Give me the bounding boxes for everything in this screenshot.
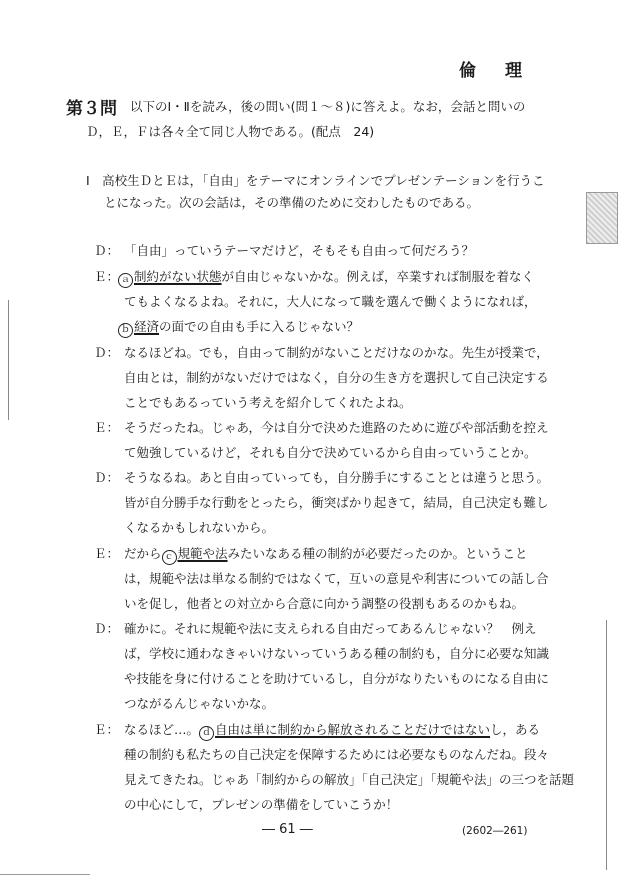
dialogue-e2-line-2: て勉強しているけど，それも自分で決めているから自由っていうことか。 xyxy=(124,445,537,460)
page-number: ― 61 ― xyxy=(262,822,313,837)
speaker-e: Ｅ： xyxy=(94,420,120,435)
annotation-mark-b: ｂ xyxy=(118,323,133,338)
dialogue-d4-line-2: ば，学校に通わなきゃいけないっていうある種の制約も，自分に必要な知識 xyxy=(124,646,550,661)
annotation-mark-c: ｃ xyxy=(162,550,177,565)
dialogue-e4-line-1-pre: なるほど…。 xyxy=(124,722,200,737)
speaker-d: Ｄ： xyxy=(94,470,120,485)
dialogue-d2-line-2: 自由とは，制約がないだけではなく，自分の生き方を選択して自己決定する xyxy=(124,370,549,385)
dialogue-e4-line-4: の中心にして，プレゼンの準備をしていこうか！ xyxy=(124,797,399,812)
dialogue-d4-line-3: や技能を身に付けることを助けているし，自分がなりたいものになる自由に xyxy=(124,671,550,686)
speaker-e: Ｅ： xyxy=(94,269,120,284)
annotation-mark-d: ｄ xyxy=(199,726,214,741)
dialogue-d4-line-4: つながるんじゃないかな。 xyxy=(124,696,275,711)
dialogue-e3-line-2: は，規範や法は単なる制約ではなくて，互いの意見や利害についての話し合 xyxy=(124,571,549,586)
dialogue-e1-line-3-rest: の面での自由も手に入るじゃない？ xyxy=(159,319,360,334)
dialogue-e4-line-1-rest: し，ある xyxy=(490,722,541,737)
dialogue-e3-line-3: いを促し，他者との対立から合意に向かう調整の役割もあるのかもね。 xyxy=(124,596,525,611)
dialogue-e3-line-1-pre: だから xyxy=(124,546,162,561)
dialogue-d3-line-1: そうなるね。あと自由っていっても，自分勝手にすることとは違うと思う。 xyxy=(124,470,550,485)
dialogue-e2-line-1: そうだったね。じゃあ，今は自分で決めた進路のために遊びや部活動を控え xyxy=(124,420,549,435)
dialogue-d1-line-1: 「自由」っていうテーマだけど，そもそも自由って何だろう？ xyxy=(124,243,475,258)
dialogue-d3-line-3: くなるかもしれないから。 xyxy=(124,520,275,535)
dialogue-e1-line-2: てもよくなるよね。それに，大人になって職を選んで働くようになれば， xyxy=(124,294,537,309)
speaker-d: Ｄ： xyxy=(94,621,120,636)
speaker-d: Ｄ： xyxy=(94,345,120,360)
underline-phrase-a: 制約がない状態 xyxy=(134,269,222,284)
dialogue-e3-line-1-rest: みたいなある種の制約が必要だったのか。ということ xyxy=(227,546,528,561)
dialogue-e3-line-1 xyxy=(124,544,528,565)
dialogue-d3-line-2: 皆が自分勝手な行動をとったら，衝突ばかり起きて，結局，自己決定も難し xyxy=(124,495,549,510)
scan-edge-line-bottom xyxy=(0,874,90,875)
underline-phrase-b: 経済 xyxy=(134,319,160,334)
dialogue-d4-line-1: 確かに。それに規範や法に支えられる自由だってあるんじゃない？ 例え xyxy=(124,621,537,636)
dialogue-e1-line-1-rest: が自由じゃないかな。例えば，卒業すれば制服を着なく xyxy=(221,269,535,284)
question-intro-line-2: Ｄ，Ｅ，Ｆは各々全て同じ人物である。(配点 24) xyxy=(86,124,375,139)
dialogue-e4-line-1 xyxy=(124,720,540,741)
subject-heading: 倫 理 xyxy=(459,61,528,81)
scan-edge-line-right xyxy=(606,620,607,870)
speaker-d: Ｄ： xyxy=(94,243,120,258)
dialogue-d2-line-1: なるほどね。でも，自由って制約がないことだけなのかな。先生が授業で， xyxy=(124,345,549,360)
dialogue-e1-line-1 xyxy=(118,267,534,288)
annotation-mark-a: ａ xyxy=(118,273,133,288)
dialogue-d2-line-3: ことでもあるっていう考えを紹介してくれたよね。 xyxy=(124,395,412,410)
dialogue-e4-line-2: 種の制約も私たちの自己決定を保障するためには必要なものなんだね。段々 xyxy=(124,747,550,762)
dialogue-e4-line-3: 見えてきたね。じゃあ「制約からの解放」「自己決定」「規範や法」の三つを話題 xyxy=(124,772,575,787)
scan-edge-line-left xyxy=(8,300,9,420)
question-number: 第３問 xyxy=(66,99,117,119)
dialogue-e1-line-3 xyxy=(118,317,359,338)
side-index-tab xyxy=(586,192,618,244)
underline-phrase-d: 自由は単に制約から解放されることだけではない xyxy=(215,722,491,737)
exam-code: (2602―261) xyxy=(462,825,528,837)
underline-phrase-c: 規範や法 xyxy=(177,546,228,561)
section-1-line-1: Ⅰ 高校生ＤとＥは，「自由」をテーマにオンラインでプレゼンテーションを行うこ xyxy=(86,173,545,188)
speaker-e: Ｅ： xyxy=(94,546,120,561)
question-intro-line-1: 以下のⅠ・Ⅱを読み，後の問い(問１～８)に答えよ。なお，会話と問いの xyxy=(130,99,526,114)
section-1-line-2: とになった。次の会話は，その準備のために交わしたものである。 xyxy=(104,195,480,210)
speaker-e: Ｅ： xyxy=(94,722,120,737)
